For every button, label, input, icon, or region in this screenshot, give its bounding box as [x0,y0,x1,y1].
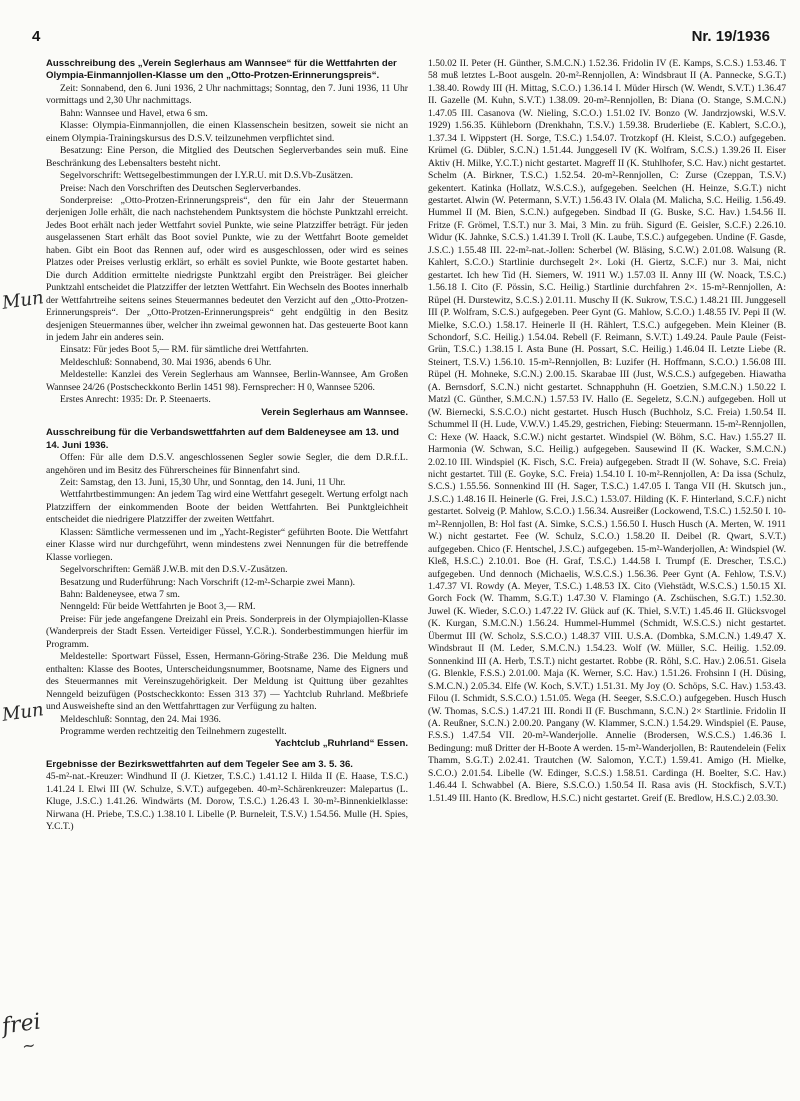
para-offen: Offen: Für alle dem D.S.V. angeschlossenen Segler sowie Segler, die dem D.R.f.L. angehören und im Besitz des Führerscheines für Binnenfahrt sind. [46,452,408,476]
para-bahn-2: Bahn: Baldeneysee, etwa 7 sm. [60,589,180,601]
section-title-results: Ergebnisse der Bezirkswettfahrten auf dem Tegeler See am 3. 5. 36. [46,758,353,770]
section-title-wannsee: Ausschreibung des „Verein Seglerhaus am Wannsee“ für die Wettfahrten der Olympia-Einmannjollen-Klasse um den „Otto-Protzen-Erinnerungspreis“. [46,58,397,82]
signature-ruhrland: Yachtclub „Ruhrland“ Essen. [274,738,408,750]
para-zeit: Zeit: Sonnabend, den 6. Juni 1936, 2 Uhr nachmittags; Sonntag, den 7. Juni 1936, 11 Uhr vormittags und 2,30 Uhr nachmittags. [46,82,408,107]
para-bahn: Bahn: Wannsee und Havel, etwa 6 sm. [60,107,208,119]
margin-note-3: frei [0,1009,43,1040]
issue-number: Nr. 19/1936 [691,28,770,45]
para-preise: Preise: Nach den Vorschriften des Deutschen Seglerverbandes. [60,182,301,194]
signature-wannsee: Verein Seglerhaus am Wannsee. [261,406,408,418]
para-klassen: Klassen: Sämtliche vermessenen und im „Yacht-Register“ geführten Boote. Die Wettfahrt einer Klasse wird nur durchgeführt, wenn mindestens zwei Nennungen für die betreffende Klasse vorliegen. [46,526,408,563]
para-wettfahrtbestimmungen: Wettfahrtbestimmungen: An jedem Tag wird eine Wettfahrt gesegelt. Wertung erfolgt nach Platzziffern der einkommenden Boote der beiden Wettfahrten. Bei Punktgleichheit entscheidet die niedrigere Platzziffer der zweiten Wettfahrt. [46,489,408,526]
para-besatzung: Besatzung: Eine Person, die Mitglied des Deutschen Seglerverbandes sein muß. Eine Beschränkung des Lebensalters besteht nicht. [46,145,408,169]
para-programme: Programme werden rechtzeitig den Teilnehmern zugestellt. [60,726,287,738]
para-besatzung-2: Besatzung und Ruderführung: Nach Vorschrift (12-m²-Scharpie zwei Mann). [60,576,356,588]
page-header [32,28,770,48]
para-segelvorschrift: Segelvorschrift: Wettsegelbestimmungen der I.Y.R.U. mit D.S.Vb-Zusätzen. [60,170,354,182]
para-einsatz: Einsatz: Für jedes Boot 5,— RM. für sämtliche drei Wettfahrten. [60,344,309,356]
margin-note-1: Mun [0,287,45,314]
para-meldeschluss: Meldeschluß: Sonnabend, 30. Mai 1936, abends 6 Uhr. [60,356,272,368]
section-title-baldeneysee: Ausschreibung für die Verbandswettfahrten auf dem Baldeneysee am 13. und 14. Juni 1936. [46,427,399,451]
margin-note-4: ~ [20,1035,37,1056]
page-number: 4 [32,28,41,45]
para-anrecht: Erstes Anrecht: 1935: Dr. P. Steenaerts. [60,394,211,406]
para-segelvorschriften: Segelvorschriften: Gemäß J.W.B. mit den D.S.V.-Zusätzen. [60,564,288,576]
margin-note-2: Mun [0,699,45,726]
para-preise-2: Preise: Für jede angefangene Dreizahl ein Preis. Sonderpreis in der Olympiajollen-Klasse (Wanderpreis der Stadt Essen. Verteidiger Füssel, Y.C.R.). Sonderbestimmungen hierfür im Programm. [46,613,408,650]
para-meldeschluss-2: Meldeschluß: Sonntag, den 24. Mai 1936. [60,713,221,725]
right-column [428,58,786,805]
results-text-left: 45-m²-nat.-Kreuzer: Windhund II (J. Kietzer, T.S.C.) 1.41.12 I. Hilda II (E. Haase, T.S.C.) 1.41.24 I. Elwi III (W. Schulze, S.V.T.) aufgegeben. 40-m²-Schärenkreuzer: Malepartus (L. Kluge, J.S.C.) 1.41.26. Windwärts (M. Dorow, T.S.C.) 1.26.43 I. 30-m²-Binnenkielklasse: Nirwana (H. Priebe, T.S.C.) 1.38.10 I. Libelle (P. Burneleit, T.S.V.) 1.54.56. Mulle (H. Spies, Y.C.T.) [46,771,408,833]
left-column [46,58,408,834]
para-zeit-2: Zeit: Samstag, den 13. Juni, 15,30 Uhr, und Sonntag, den 14. Juni, 11 Uhr. [60,476,346,488]
para-sonderpreise: Sonderpreise: „Otto-Protzen-Erinnerungspreis“, den für ein Jahr der Steuermann derjenigen Jolle erhält, die nach nachstehendem Punktsystem die höchste Punktzahl erreicht. Jedes Boot erhält nach jeder Wettfahrt soviel Punkte, wie seine Platzziffer beträgt. Für jeden ausgelassenen Start erhält das Boot soviel Punkte, wie zu der Wettfahrt Boote gemeldet haben. Gibt ein Boot das Rennen auf, oder wird es ausgeschlossen, oder wird es seines Platzes oder Preises verlustig erklärt, so erhält es soviel Punkte, wie Boote gestartet haben. Die durch Addition ermittelte niedrigste Punktzahl ergibt den Preisträger. Bei gleicher Punktzahl entscheidet die Platzziffer der letzten Wettfahrt. Ein Wechseln des Bootes innerhalb der Wettfahrtreihe seitens seines Steuermannes bedeutet den Verzicht auf den „Otto-Protzen-Erinnerungspreis“. Der „Otto-Protzen-Erinnerungspreis“ geht endgültig in den Besitz desjenigen Steuermannes über, welcher ihn zweimal gewonnen hat. Das gesteuerte Boot kann in jedem Jahr ein anderes sein. [46,194,408,343]
results-text-right: 1.50.02 II. Peter (H. Günther, S.M.C.N.) 1.52.36. Fridolin IV (E. Kamps, S.C.S.) 1.53.46. T 58 muß letztes L-Boot ausgeln. 20-m²-Rennjollen, A: Windsbraut II (A. Pannecke, S.G.T.) 1.38.40. Rowdy III (H. Mittag, S.C.O.) 1.36.14 I. Müder Hirsch (W. Wendt, S.V.T.) 1.36.47 II. Gazelle (M. Kuhn, S.V.T.) 1.38.09. 20-m²-Rennjollen, B: Diana (O. Stange, S.M.C.N.) 1.47.05 III. Casanova (W. Nieling, S.C.O.) 1.51.02 IV. Bonzo (W. Jandrzjowski, W.S.V. 1929) 1.56.35. Kühleborn (Drenkhahn, T.S.V.) 1.59.38. Bruderliebe (E. Kablert, S.C.O.), 1.37.34 I. Wippstert (H. Sorge, T.S.C.) 1.54.07. Trotzkopf (H. Kleist, S.C.O.) aufgegeben. Krümel (G. Dübler, S.C.N.) 1.51.44. Junggesell IV (K. Wolfram, S.C.S.) 1.39.26 II. Eiser Aktiv (H. Milke, Y.C.T.) nicht gestartet. Magreff II (K. Stuhlhofer, S.C. Hav.) nicht gestartet. Schelm (A. Birkner, T.S.C.) 1.52.54. 20-m²-Rennjollen, C: Zurse (Czeppan, T.S.V.) gekentert. Katinka (Hollatz, W.S.C.S.), aufgegeben. Seelchen (H. Heinze, S.G.T.) nicht gestartet. Alwin (W. Petermann, S.V.T.) 1.56.43 IV. Olala (M. Malicha, S.C. Heilig. 1.56.49. Hummel II (M. Bien, S.C.N.) aufgegeben. Sindbad II (G. Buske, S.C. Hav.) 1.54.56 II. Fritze (F. Grömel, T.S.T.) nur 3. Mai, 3 Min. zu früh. Sigurd (E. Geisler, S.C.F.) 2.26.10. Widur (K. Jahnke, S.C.S.) 1.41.39 I. Troll (K. Laube, T.S.C.) aufgegeben. Undine (F. Gasde, J.S.C.) 1.55.48 III. 22-m²-nat.-Jollen: Scherbel (W. Bläsing, S.C.W.) 2.01.08. Walsung (R. Kahlert, S.C.O.) Startlinie durchsegelt 2×. Loki (H. Giertz, S.C.F.) nur 3. Mai, nicht gestartet. Ich hew Tid (H. Siemers, W. 1911 W.) 1.57.03 II. Anny III (W. Noack, T.S.C.) 1.56.18 I. Cito (F. Pössin, S.C. Heilig.) Startlinie durchfahren 2×. 15-m²-Rennjollen, A: Rüpel (H. Durstewitz, S.C.S.) 2.01.11. Muschy II (K. Sukrow, T.S.C.) 1.48.21 III. Junggesell III (P. Wolfram, S.C.S.) aufgegeben. Peer Gynt (G. Mahlow, S.C.O.) 1.48.55 IV. Pepi II (W. Mielke, S.C.O.) 1.58.17. Heinerle II (H. Rählert, T.S.C.) aufgegeben. Mein Kleiner (B. Schondorf, S.C. Heilig.) 1.54.04. Rebell (F. Reimann, S.V.T.) 1.49.24. Paule Paule (Feist-Grün, T.S.C.) 1.38.15 I. Asta Bune (H. Possart, S.C. Heilig.) 1.46.04 II. Letzte Liebe (R. Steinert, T.S.V.) 1.56.10. 15-m²-Rennjollen, B: Luzifer (H. Hoffmann, S.C.O.) 1.56.08 III. Rüpel (H. Mohneke, S.C.N.) 2.00.15. Skarabae III (Just, W.S.C.S.) aufgegeben. Hiawatha (A. Bernsdorf, S.C.N.) nicht gestartet. Schnapphuhn (H. Goetzien, S.M.C.N.) 1.50.22 I. Matzl (C. Günther, S.M.C.N.) 1.57.53 IV. Hallo (E. Segeletz, S.C.N.) aufgegeben. Holl ut (W. Biernecki, S.S.C.O.) nicht gestartet. Husch Husch (Buchholz, S.C. Freia) 1.50.54 II. Schummel II (H. Lude, V.W.V.) 1.45.29, gestrichen, Fiebing: Steuermann. 15-m²-Rennjollen, C: Hexe (W. Haack, S.C.W.) nicht gestartet. Windspiel (W. Böhm, S.C. Hav.) 1.55.27 II. Harmonia (W. Schwan, S.C. Heilig.) aufgegeben. Sausewind II (K. Wacker, S.M.C.N.) 2.02.10 III. Windspiel (K. Fisch, S.C. Freia) aufgegeben. Stradt II (W. Sohave, S.C. Freia) nicht gestartet. Till (E. Goyke, S.C. Freia) 1.54.10 I. 10-m²-Rennjollen, A: Da issa (Schulz, S.C.S.) 1.55.56. Sonnenkind III (H. Sager, T.S.C.) 1.47.05 I. Tanga VII (H. Skutsch jun., J.S.C.) 1.48.16 II. Heinerle (G. Frei, J.S.C.) 1.53.07. Hilding (K. F. Hinterland, S.C.F.) nicht gestartet. Solveig (P. Mahlow, S.C.O.) 1.56.34. Ausreißer (Lockowend, T.S.C.) 1.52.50 I. 10-m²-Rennjollen, B: Hol fast (A. Simke, S.C.S.) 1.56.50 I. Husch Husch (A. Merten, W. 1911 W.) nicht gestartet. Fee (W. Schulz, S.C.O.) 1.58.20 II. Deibel (R. Qwart, S.V.T.) aufgegeben. Chico (F. Hentschel, J.S.C.) aufgegeben. 15-m²-Wanderjollen, A: Windspiel (W. Kleß, H.S.C.) 2.10.01. Boe (H. Graf, T.S.C.) 1.44.58 I. Trumpf (E. Drescher, T.S.C.) aufgegeben. Und dennoch (Michaelis, W.S.C.S.) 1.56.36. Peer Gynt (A. Fehlow, T.S.V.) 1.47.37 VI. Rowdy (A. Meyer, T.S.C.) 1.48.53 IX. Cito (Viehstädt, W.S.C.S.) 1.50.15 XI. Gorch Fock (W. Thamm, S.G.T.) 1.47.30 V. Flamingo (A. Zschüschen, S.G.T.) 1.52.30. Juwel (K. Wieder, S.C.O.) 1.47.22 IV. Glück auf (K. Thiel, S.V.T.) 1.45.46 II. Glücksvogel (K. Kurgan, S.M.C.N.) 1.56.24. Hummel-Hummel (Schmidt, W.S.C.S.) nicht gestartet. Übermut III (W. Scholz, S.S.C.O.) 1.48.37 VIII. U.S.A. (Dombka, S.M.C.N.) 1.49.47 X. Windsbraut II (M. Leder, S.M.C.N.) 1.54.23. Wolf (W. Müller, S.C. Heilig. 1.52.09. Sonnenkind III (A. Herb, T.S.T.) nicht gestartet. Robbe (R. Röhl, S.C. Hav.) 2.06.51. Gisela (G. Blenkle, F.S.S.) 2.01.00. Maja (K. Werner, S.C. Hav.) 1.51.26. Frohsinn I (H. Düsing, S.M.C.N.) 2.05.34. Elfe (W. Koch, S.V.T.) 1.51.31. My Joy (O. Schöps, S.C. Hav.) 1.53.43. Filou (I. Schmidt, S.S.C.O.) 1.51.05. Wega (H. Seeger, S.S.C.O.) aufgegeben. Husch Husch (W. Thomas, S.C.S.) 1.47.21 III. Rondi II (F. Buschmann, S.C.N.) 2× Startlinie. Fridolin II (A. Reußner, S.C.N.) 2.00.20. Pangany (W. Klammer, S.C.N.) 1.54.29. Windspiel (E. Pause, F.S.S.) 1.47.54 VII. 20-m²-Wanderjolle. Annelie (Brodersen, W.S.C.S.) 1.46.36 I. Bedingung: muß Dritter der H-Boote A werden. 15-m²-Wanderjollen, B: Rautendelein (Felix Thamm, S.G.T.) 2.02.41. Trautchen (W. Salomon, Y.C.T.) 1.59.41. Amigo (H. Mielke, S.C.O.) 2.01.54. Libelle (W. Edinger, S.C.S.) 1.58.51. Cardinga (H. Boelter, S.C. Hav.) 1.46.44 I. Schwabbel (A. Biere, S.S.C.O.) 1.50.54 II. Rasa avis (H. Stockfisch, S.V.T.) 1.51.49 III. Hanto (K. Bredlow, H.S.C.) nicht gestartet. Greif (E. Bredlow, H.S.C.) 2.03.30. [428,58,786,804]
para-meldestelle: Meldestelle: Kanzlei des Verein Seglerhaus am Wannsee, Berlin-Wannsee, Am Großen Wannsee 24/26 (Postscheckkonto Berlin 1451 98). Fernsprecher: H 0, Wannsee 5206. [46,369,408,393]
para-meldestelle-2: Meldestelle: Sportwart Füssel, Essen, Hermann-Göring-Straße 236. Die Meldung muß enthalten: Klasse des Bootes, Unterscheidungsnummer, Bootsname, Name des Eigners und des Steuermannes mit Vereinszugehörigkeit. Der Meldung ist Quittung über gezahltes Nenngeld beizufügen (Postscheckkonto: Essen 313 37) — Yachtclub Ruhrland. Meßbriefe und Ausweishefte sind an den Wettfahrttagen zur Verfügung zu halten. [46,651,408,713]
para-klasse: Klasse: Olympia-Einmannjollen, die einen Klassenschein besitzen, soweit sie nicht an einem Olympia-Trainingskursus des D.S.V. teilzunehmen verpflichtet sind. [46,120,408,144]
para-nenngeld: Nenngeld: Für beide Wettfahrten je Boot 3,— RM. [60,601,256,613]
